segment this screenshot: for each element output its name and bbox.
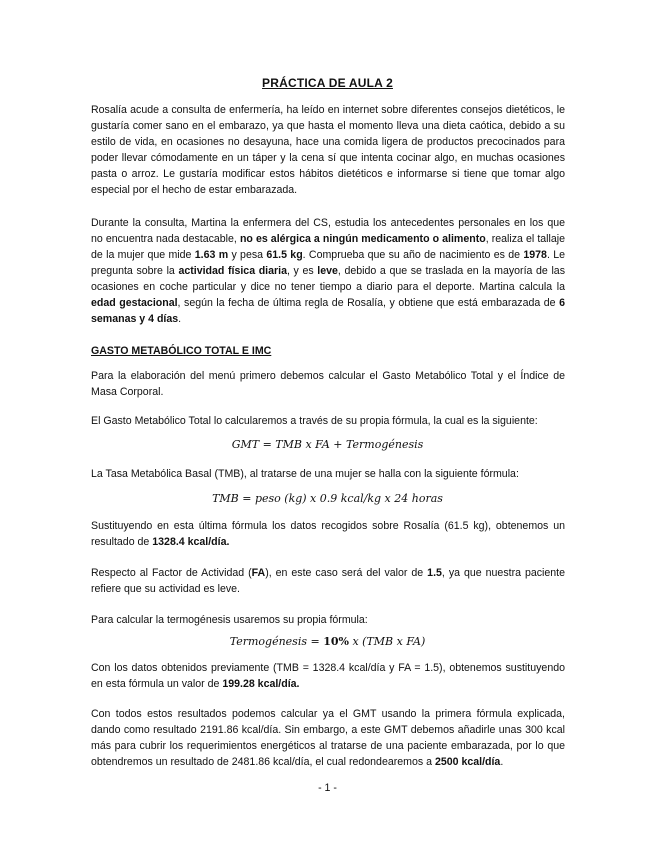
bold-text: edad gestacional <box>91 297 178 309</box>
formula-termogenesis <box>0 635 655 648</box>
formula-part: x (TMB x FA) <box>348 635 426 648</box>
paragraph-consultation <box>91 215 565 327</box>
paragraph-intro <box>91 102 565 198</box>
bold-text: 1.5 <box>427 567 442 579</box>
paragraph-gmt <box>91 413 565 429</box>
paragraph-text <box>91 215 565 327</box>
bold-text: no es alérgica a ningún medicamento o alimento <box>239 233 486 245</box>
text-run: . Comprueba que su año de nacimiento es de <box>302 249 524 261</box>
paragraph-menu <box>91 368 565 400</box>
bold-text: 1.63 m <box>194 249 229 261</box>
page-number: - 1 - <box>318 782 337 794</box>
text-run: Sustituyendo en esta última fórmula los datos recogidos sobre Rosalía (61.5 kg), obtenemos un resultado de <box>91 520 565 548</box>
paragraph-text: Para la elaboración del menú primero debemos calcular el Gasto Metabólico Total y el Índice de Masa Corporal. <box>91 370 565 398</box>
text-run: Con los datos obtenidos previamente (TMB = 1328.4 kcal/día y FA = 1.5), obtenemos sustituyendo en esta fórmula un valor de <box>91 662 565 690</box>
bold-text: 1978 <box>523 249 547 261</box>
section-heading: GASTO METABÓLICO TOTAL E IMC <box>91 345 272 357</box>
paragraph-text <box>91 660 565 692</box>
paragraph-conclusion <box>91 706 565 770</box>
bold-text: leve <box>317 265 338 277</box>
bold-text: actividad física diaria <box>178 265 287 277</box>
text-run: , ya que nuestra paciente refiere que su actividad es leve. <box>91 567 566 595</box>
text-run: , realiza el tallaje de la mujer que mide <box>91 233 566 261</box>
text-run: ), en este caso será del valor de <box>265 567 428 579</box>
text-run: . <box>500 756 504 768</box>
formula-part: Termogénesis = <box>229 635 324 648</box>
formula-gmt: GMT = TMB x FA + Termogénesis <box>231 438 424 451</box>
bold-text: FA <box>251 567 266 579</box>
text-run: , y es <box>286 265 318 277</box>
paragraph-tmb-result <box>91 518 565 550</box>
formula-tmb: TMB = peso (kg) x 0.9 kcal/kg x 24 horas <box>212 492 443 505</box>
bold-text: 199.28 kcal/día. <box>222 678 300 690</box>
paragraph-tmb <box>91 466 565 482</box>
text-run: y pesa <box>228 249 267 261</box>
paragraph-text: La Tasa Metabólica Basal (TMB), al tratarse de una mujer se halla con la siguiente fórmula: <box>91 468 519 480</box>
text-run: Con todos estos resultados podemos calcular ya el GMT usando la primera fórmula explicada, dando como resultado 2191.86 kcal/día. Sin embargo, a este GMT debemos añadirle unas 300 kcal más para cubrir los requerimientos energéticos al tratarse de una paciente embarazada, por lo que obtendremos un resultado de 2481.86 kcal/día, el cual redondearemos a <box>91 708 565 768</box>
text-run: . Le pregunta sobre la <box>91 249 565 277</box>
bold-text: 61.5 kg <box>266 249 303 261</box>
paragraph-text: Rosalía acude a consulta de enfermería, ha leído en internet sobre diferentes consejos dietéticos, le gustaría comer sano en el embarazo, ya que hasta el momento lleva una dieta caótica, debido a su estilo de vida, en ocasiones no desayuna, hace una comida ligera de productos precocinados para poder llevar cómodamente en un táper y la cena sí que intenta cocinar algo, en muchas ocasiones pasta o arroz. Le gustaría modificar estos hábitos dietéticos e informarse si tiene que tomar algo especial por el hecho de estar embarazada. <box>91 104 565 196</box>
paragraph-text <box>91 706 565 770</box>
bold-text: 1328.4 kcal/día. <box>152 536 230 548</box>
paragraph-text: Para calcular la termogénesis usaremos su propia fórmula: <box>91 614 368 626</box>
text-run: . <box>178 313 182 325</box>
bold-text: 6 semanas y 4 días <box>91 297 565 325</box>
formula-bold-part: 10% <box>323 635 349 648</box>
paragraph-text: El Gasto Metabólico Total lo calcularemos a través de su propia fórmula, la cual es la siguiente: <box>91 415 538 427</box>
text-run: , debido a que se traslada en la mayoría de las ocasiones en coche particular y dice no tener tiempo a diario para el deporte. Martina calcula la <box>91 265 565 293</box>
paragraph-text <box>91 565 565 597</box>
document-title: PRÁCTICA DE AULA 2 <box>262 76 393 90</box>
paragraph-termogenesis-result <box>91 660 565 692</box>
paragraph-fa <box>91 565 565 597</box>
text-run: Respecto al Factor de Actividad ( <box>91 567 252 579</box>
text-run: , según la fecha de última regla de Rosalía, y obtiene que está embarazada de <box>177 297 560 309</box>
text-run: Durante la consulta, Martina la enfermera del CS, estudia los antecedentes personales en los que no encuentra nada destacable, <box>91 217 565 245</box>
paragraph-text <box>91 518 565 550</box>
paragraph-termogenesis <box>91 612 565 628</box>
bold-text: 2500 kcal/día <box>434 756 501 768</box>
